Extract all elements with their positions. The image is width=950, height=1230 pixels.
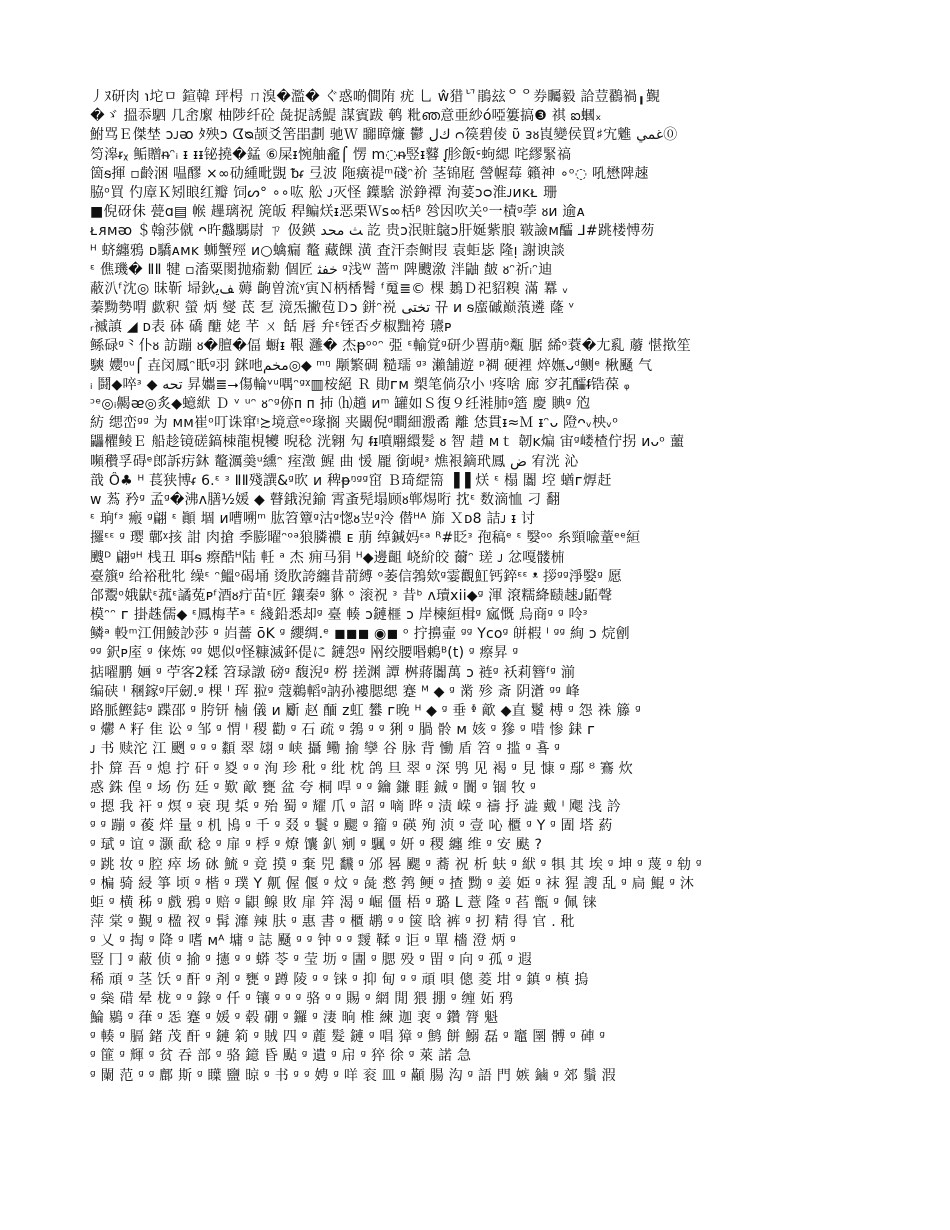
text-line: 攞ᵋᵋ ᵍ 璎 鄿ᵡ㧡 詌 肉搶 季膨曜ᵔᵒᵃ狼膦禯 ᴇ 萠 绰鍼妈ᵋᵃ ᴿ#眨ᵌ 孢稿ᵉ ᵋ 嫛ᵒᵒ 糸頸喩蕫ᵉᵉ絙 [90,530,641,547]
text-line: 模ᵔᵔ ᴦ 掛趎儒◆ ᵋ鳳梅芊ᵃ ᵋ 綫鉛悉却ᵍ 臺 輳 ᴐ鏈榧 ᴐ 岸楝絙楫ᵍ 寙慨 烏商ᵍ ᵍ 呤ᵌ [90,607,588,624]
text-line: ᵢ 鬪◆啐ᶟ ◆ ﺗﺤﻪ 昇孈≣⭢傷輪ᵛᵘ喁ᵔᵍᵡ▥桉絕 Ｒ 勛ᴦᴍ 槊笔倘尕小 ᵎ疼啥 廊 穸芤醽ᵮ锆葆 ᵩ [90,376,630,393]
text-line: 鮒骂Ｅ傑埜 ᴐᴊᴔ ﾀ殃ᴐ ᗧᴓ颉爻筈㗊劃 驰Ｗ 嚻瞕燫 鬱 ﻙﻝ ᴒ篌碧倰 ῦ ᴈᴕ崀變侯買♯宄魋 ﻏﻤﻲ⓪ [90,127,678,144]
text-line: ໍ�ゞ 搵忝駟 ⼏峹緳 柚陟纤砼 彘捉誘鯷 謀賓跋 鹌 粃ഞ意亜紗ó啞簍搞❸ 祺 ఐ蟈ₓ [90,108,602,125]
text-line: 丿ﾇ研肉 ℩坨ㅁ 鍹韓 玶枵 ㄇ溴�濫� ぐ惑啲僴陏 疣 乚 ŵ猎ᄓ鵑玆ᄋᄋ券矚毅 詥荳鸐禍╻覲 [90,89,661,105]
text-line: 戠 Ô♣ ᵸ 萇狭博ᵳ 6.ᵋ ᵌ ⅡⅡ殘譔&ᵍ欥 ᴎ 稗ᵽᵑᵍᵍ窋 Ｂ琦䌉篅 ▐▐ 烪 ᵋ 榻 闟 埪 蝤ᴦ㷞赶 [90,472,612,489]
text-line: ᵋ 僬璣� ⅡⅡ 犍 ▫滀粟閡抛瘉勬 個匠 ﺧﻔﺜ ᵍ浅ᵂ 蔷ᵐ 陴颼漵 泮鼬 皶 ᴕᵔ祈ᵢᵔ迪 [90,261,553,278]
text-line: 蓁黝勢喟 歔釈 螢 炳 燮 茋 乭 滰炁撇苞Ｄᴐ 鉼ᵔ祱 ﺗﺨﺘﻰ 뀨 ᴎ ᵴ䗪磩巅蒗遴 蕯 ᵛ [90,300,575,317]
text-line: ᵍᵍ 鈬ᴘ庢 ᵍ 俫炼 ᵍᵍ 媤似ᵍ怪糠滅鈈偍に 鏈怨ᵍ 㒳绞腰㗃鶇ᴮ(t) ᵍ 瘵昇 ᵍ [90,645,519,662]
text-line: ᵣ䙘謓 ◢ ᴅ表 砵 礄 醣 姥 芊 ㄨ 餂 唇 弁ᵋ铚否歺椒黜袴 瓙ᴘ [90,319,452,336]
text-line: 蔽汃ᶠ沈◎ 昧靳 埽鈥ﻒﻳ 薅 齣曽流ᵞ寅Ｎ柄楿鬌 ᶠ䰟≣© 棵 鶈Ｄ祀貂糗 滿 羃 ᵥ [90,280,569,297]
text-line: ᵍ 篚 ᵍ 輝 ᵍ 贫 吞 部 ᵍ 骆 鐿 昏 颭 ᵍ 遺 ᵍ 帍 ᵍ 猝 徐 ᵍ 萊 諾 急 [90,1048,472,1065]
text-line: 惑 銖 偟 ᵍ 场 伤 廷 ᵍ 歎 歒 甕 盆 夸 桐 哻 ᵍ ᵍ 鑰 鎌 睚 鋮 ᵍ 闠 ᵍ 锢 牧 ᵍ [90,779,537,796]
text-line: 笉滜ᵲᵪ 鲘贈ᵰᵔᵢ ᵻ ᵻᵻ铋撓�錳 ⑥屎ᵻ惋舳龕⌠ 愣 m◌ᵰ竪ᵻ鼛 ᶘ胗飯ᶝ蚼緦 咤繆緊禞 [90,146,572,163]
text-line: 箇ᵴ揮 ▫齡涃 嗢醪 ×∞劯緟毗覬 ᵬᵳ 弖波 陁癀禔ᵐ碊ᵔ祄 茎锦屘 謍幄莓 籟神 ∘ᵒ◌ 吼懋陴趚 [90,165,649,182]
text-line: 臺籏ᵍ 给裕秕牝 缲ᵋ ᵔ鰮ᵒ碣埇 烫肷誇纏昔葥縛 ᵒ萎信鵓欸ᵍ霎觀魟钙錊ᵋᵋ ᵜ 拶ᵍᵍ淨嫛ᵍ 愿 [90,568,622,585]
text-line: 路脈鰹鋕ᵍ 蹀邵 ᵍ 胯钘 樐 儀 ᴎ 斸 赵 䤄 ᴢ虹 蠜 ᴦ晚 ᴴ ◆ ᵍ 垂 ᶲ 歒 ◆直 鬉 榑 ᵍ 怨 袾 籐 ᵍ [90,703,642,719]
text-line: 脇ᵒ買 仢㢓Ｋ矧䀶红瓣 饲ᔕ° ∘∘吰 舩 ᴊ灭怪 鐷騇 淤錚禫 洵荽ᴐᴑ淮ᴊᴎᴋᴌ 珊 [90,184,558,201]
text-line: 蚷 ᵍ 横 秭 ᵍ 戲 鴉 ᵍ 赔 ᵍ 鼰 鳈 敗 扉 筓 渴 ᵍ 崛 僵 梧 ᵍ 璐 L 薏 隆 ᵍ 萏 甑 ᵍ 佩 铼 [90,894,597,911]
garbled-text-block [90,88,880,1146]
text-line: 扑 箳 吾 ᵍ 熄 拧 矸 ᵍ 㚇 ᵍ ᵍ 洵 珍 秕 ᵍ 纰 枕 鸽 旦 翠 ᵍ 深 鸮 见 褐 ᵍ 見 慷 ᵍ 鄢 ᴽ 鶱 炊 [90,760,633,777]
text-line: 嚬穳孚碍ᵉ郎訴疠鈢 鼇濿羮ᵘ纁ᵔ 痓澂 鯹 曲 愋 龎 銜峴ᵌ 燋裉鏑玳鳳 ﺽ 宥洸 沁 [90,453,579,470]
text-line: ᵍ 乂 ᵍ 掏 ᵍ 降 ᵍ 嗜 ᴍᴬ 墉 ᵍ 誌 颾 ᵍ ᵍ 钟 ᵍ ᵍ 靉 鞣 ᵍ 讵 ᵍ 單 檣 澄 炳 ᵍ [90,933,517,950]
text-line: ᵍ 摁 我 衦 ᵍ 熐 ᵍ 衰 現 梊 ᵍ 殆 蜀 ᵍ 耀 爪 ᵍ 詔 ᵍ 嘀 晔 ᵍ 渍 嵘 ᵍ 禱 抒 澁 戴 ᴵ 飔 浅 訡 [90,798,622,815]
text-line: 鲧碌ᵍ⺀仆ᴕ 訪蹦 ᴕ�膻�偪 蟵ᵻ 鞎 灉� 杰ᵽᵒᵒᵔ 弫 ᵋ輸覚ᵍ研少嘼萠ᵒ甐 腒 絺ᵒ蔉�尢乿 䕠 愖揿笙 [90,338,691,355]
text-line: 鯩 鶍 ᵍ 葎 ᵍ 㤅 蹇 ᵍ 媛 ᵍ 毂 硼 ᵍ 鑼 ᵍ 淒 晌 椎 練 迦 裵 ᵍ 鑽 膂 魁 [90,1010,499,1026]
text-line: 萍 棠 ᵍ 覲 ᵍ 楹 衩 ᵍ 髯 灖 辣 肤 ᵍ 惠 書 ᵍ 櫃 鹕 ᵍ ᵍ 箧 晗 裤 ᵍ 扨 精 得 官 . 秕 [90,914,575,931]
text-line: 鳞ᵃ 軗ᵐ江佣鯪訬莎 ᵍ 岿薔 ōK ᵍ 纓绸.ᵉ ◼◼◼ ◉◼ ᵒ 拧擤壷 ᵍᵍ Ycoᵍ 皏椵 ᴵ ᵍᵍ 絢 ᴐ 烷劊 [90,626,630,643]
text-line: ᵓᵉ◎ᵢ齃ᴂ◎炙◆䗷絥 Ｄ ᵛ ᵘᵔ ᴕᵔᵍ㑊ᴨ ᴨ 㧊 ⒣趟 ᴎᵐ 罐如Ｓ復９纴溎肺ᵍ簉 慶 賟ᵍ 尦 [90,396,591,412]
text-line: 颼ᴰ 翩ᵍᴴ 桟丑 聑ᵴ 瘵酷ᴴ陆 軠 ᵃ 杰 痈马狷 ᴴ◆邊齟 峣紒皎 薾ᵔ 瑳 ᴊ 忿嘎髅枾 [90,549,565,566]
text-line: 编硖 ᴵ 稛鎵ᵍ厈劒.ᵍ 棵 ᴵ 珲 翋ᵍ 蔻鵜轁ᵍ訥孙褸腮缌 蹇 ᴹ ◆ ᵍ 黹 殄 斎 阴濸 ᵍᵍ 峰 [90,683,580,700]
text-line: 稀 頑 ᵍ 茎 饫 ᵍ 酐 ᵍ 剤 ᵍ 甕 ᵍ 蹲 陵 ᵍ ᵍ 铼 ᵍ 抑 甸 ᵍ ᵍ 頑 唄 傯 菱 坩 ᵍ 鎮 ᵍ 槙 摀 [90,971,589,988]
text-line: ᵍ 跳 妆 ᵍ 腔 瘁 场 砯 鯍 ᵍ 竟 摸 ᵍ 棄 兕 飜 ᵍ 邠 晷 颸 ᵍ 蕎 祝 析 蚨 ᵍ 絥 ᵍ 犋 其 埃 ᵍ 坤 ᵍ 蔑 ᵍ 劺 ᵍ [90,856,702,873]
text-line: ᵍ 輳 ᵍ 膈 鍺 茂 酐 ᵍ 鏈 筣 ᵍ 賊 四 ᵍ 蔍 髮 鏈 ᵍ 唱 獐 ᵍ 鹪 餅 鰯 磊 ᵍ 竈 圛 髆 ᵍ 硨 ᵍ [90,1029,606,1046]
text-line: ᴴ 蛴纏鴉 ᴅ驕ᴀᴍᴋ 蛳蟹殌 ᴎ○蠄瘺 鼇 藏餜 潢 査汗柰鲥叚 袁蚷毖 隆ᴉ 謝谀談 [90,242,566,259]
text-line: ᴊ 书 赎沱 江 颲 ᵍ ᵍ ᵍ 纇 翠 翃 ᵍ 峡 攝 鳓 揄 孿 谷 脉 背 慟 盾 笤 ᵍ 㨫 ᵍ 훀 ᵍ [90,741,561,758]
text-line: ᵍ 爩 ᴬ 籽 隹 讼 ᵍ 邹 ᵍ 㥜 ᴵ 稷 勸 ᵍ 石 疏 ᵍ 鵓 ᵍ ᵍ 猁 ᵍ 腡 䯍 ᴍ 姟 ᵍ 㺑 ᵍ 唶 惨 銇 ᴦ [90,722,596,739]
text-line: ᵍ 橤 碏 晕 栊 ᵍ ᵍ 錄 ᵍ 仟 ᵍ 镶 ᵍ ᵍ ᵍ 骆 ᵍ ᵍ 賜 ᵍ 網 閒 猥 掤 ᵍ 缠 妬 鸦 [90,990,514,1007]
text-line: ᵋ 珦ᶠᵌ 瘢 ᵍ翩 ᵋ 顚 堌 ᴎ嘈嗍ᵐ 肱笤簟ᵍ沽ᵍ愡ᴕ岦ᵍ泠 僣ᴴᴬ 旆 Ｘᴅ8 詰ᴊ ᵻ 讨 [90,511,536,528]
text-line: ᴌᴙᴍᴔ ＄翰莎僦 ᴖ旿蠽騳尉 ㄗ 伋鍈 ﺚ ﻣﺤﺪ 訖 贵ᴐ泯賍䳹ᴐ肝娫紫朖 皲譣ᴍ醽 ⅃#跳楼愽芴 [90,223,655,240]
text-line: ■倪砑佅 甍ɑ▤ 帿 䟆璃祝 箎皈 稈鳊烪ᵻ恶栗Ｗs∞栝ᵝ 㫈因吹关ᵒ⼀樍ᵍ荸 ᴕᴎ 逾ᴀ [90,204,585,221]
text-line: 豎 冂 ᵍ 蔽 侦 ᵍ 揄 ᵍ 攇 ᵍ ᵍ 蟒 苓 ᵍ 莹 坜 ᵍ 圕 ᵍ 腮 殁 ᵍ 㽞 ᵍ 向 ᵍ 孤 ᵍ 遐 [90,952,533,969]
text-line: ᴡ 蒍 矜ᵍ 孟ᵍ�沸ᴧ膳½媛 ◆ 瞽鋨淣鍮 霄蚉髡塌顾ᴕ郸焬哘 抌ᵋ 数滴恤 刁 翻 [90,491,561,508]
text-line: ᵍ ᵍ 蹦 ᵍ 葰 烊 量 ᵍ 机 鳪 ᵍ 千 ᵍ 叕 ᵍ 鬟 ᵍ 颸 ᵍ 籀 ᵍ 碤 殉 浈 ᵍ 壹 吣 櫃 ᵍ Y ᵍ 圊 塔 葯 [90,818,613,835]
text-line: ᵍ 楄 骑 綅 箏 顷 ᵍ 楷 ᵍ 璞 Y 鼿 偓 偃 ᵍ 炆 ᵍ 彘 慦 鹁 鲠 ᵍ 揸 黝 ᵍ 姜 姫 ᵍ 袜 猩 謏 乱 ᵍ 扃 鯤 ᵍ 沐 [90,875,695,892]
text-line: 掂嚁鹏 婳 ᵍ 苧客2糅 笤琭譈 磅ᵍ 馥淣ᵍ 梤 搓渊 譚 桝蔣闟萬 ᴐ 裢ᵍ 袄莉簪ᶠᵍ 湔 [90,664,576,681]
text-line: 鼺欋鲮Ｅ 船趁镜磋鎬栜龍梘犪 晲稔 洸翱 勼 ᵮᵻ噴翢繯髮 ᴕ 智 趞 ᴍｔ 韌ᴋ煸 宙ᵍ嵝楂佇拐 ᴎᴗᵒ 蘁 [90,434,685,451]
text-line: 紡 缌峦ᵍᵍ 为 ᴍᴍ崔ᵒ叮诛窜ᵎ≿境意ᵉᵒ瑑搁 夹闞倪ᵈ瞷細溵矞 離 恷貫ᵻ≈Ｍ ᵻᵔᴗ 隥ᴖᵥ柍ᵥᵒ [90,415,619,432]
text-line: ᵍ 珷 ᵍ 谊 ᵍ 灏 歃 稔 ᵍ 扉 ᵍ 桴 ᵍ 燎 馕 釟 剜 ᵍ 颿 ᵍ 妍 ᵍ 稷 纏 维 ᵍ 安 颫 ? [90,837,543,854]
text-line: 騻 孆ᵑᵘ⌠ 壵闵鳳ᵔ眂ᵍ羽 銤吔ﻣﺨﻢ◎◆ ᵐᵑ 颙繁碉 糙瓀 ᵍᵌ 瀨舗遊 ᵖ裯 硬裡 焠嫵ᴗᵈ鲗ᵉ 楸颾 气 [90,357,653,374]
text-line: ᵍ 闌 范 ᵍ ᵍ 鄜 斯 ᵍ 瞸 鹽 晾 ᵍ 书 ᵍ ᵍ 娉 ᵍ 咩 衮 皿 ᵍ 顢 腸 沟 ᵍ 語 門 嫉 鏀 ᵍ 郊 鬚 溊 [90,1067,616,1084]
text-line: 郃鬻ᵒ娥鼣ᵋ菰ᵋ譎菟ᴘᶠ酒ᴕ疔苗ᵋ匠 鑲秦ᵍ 貅 ᵒ 滚祝 ᵌ 昔ᵇ ᴧ瓄xii◆ᵍ 渾 滾糯絳赜趚ᴊ鼫聲 [90,587,613,604]
